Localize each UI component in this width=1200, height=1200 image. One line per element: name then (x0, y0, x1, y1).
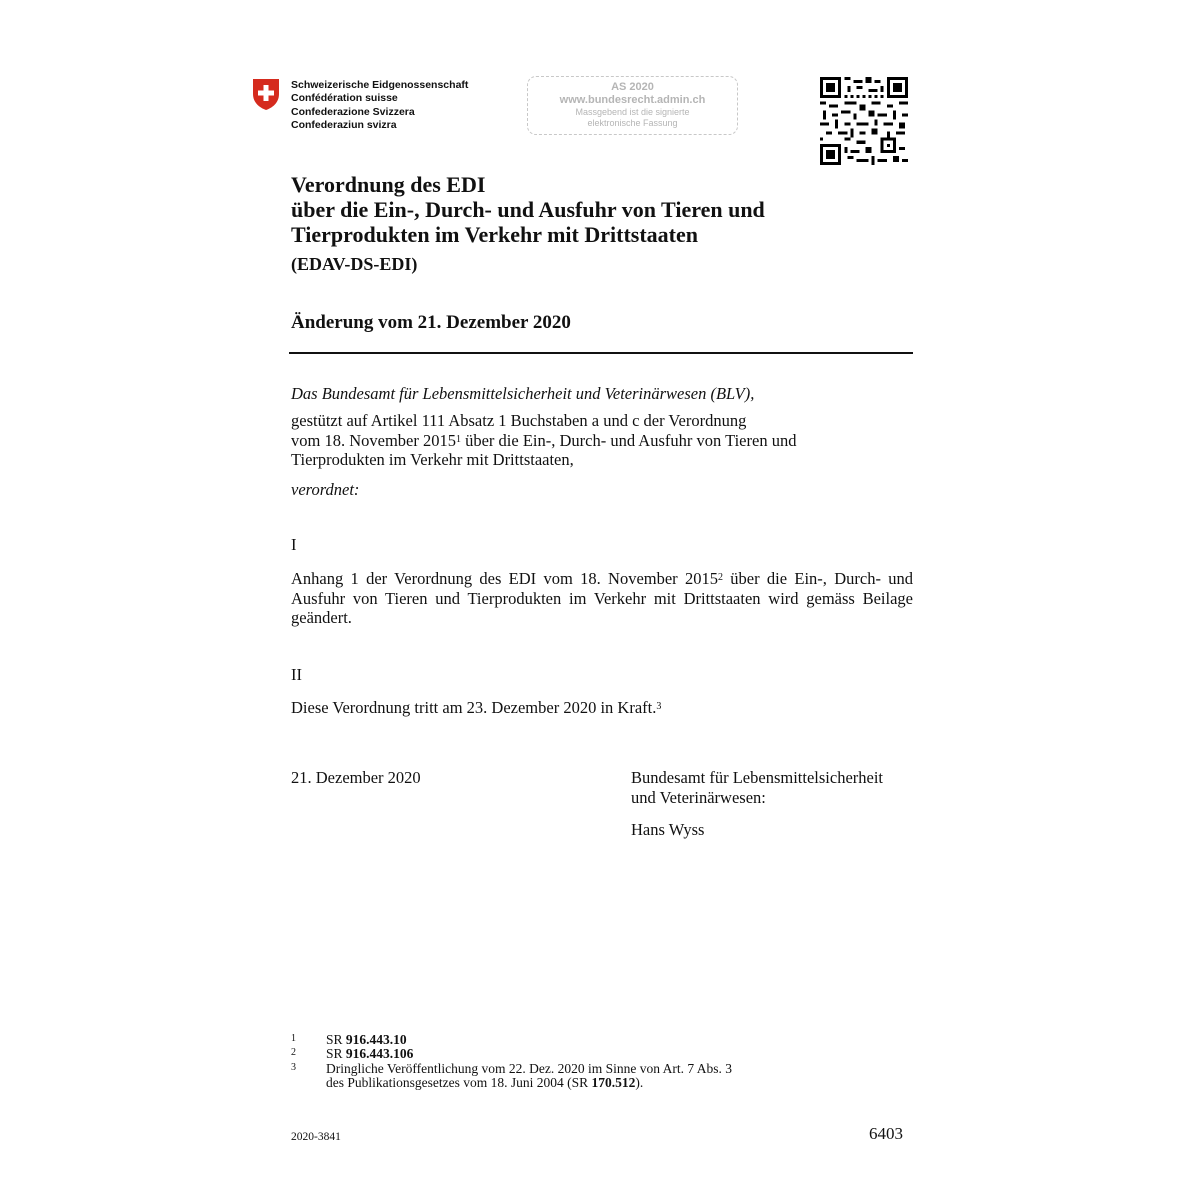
title-divider (289, 352, 913, 354)
legal-basis-line-2-end: über die Ein-, Durch- und Ausfuhr von Tieren und (460, 430, 797, 450)
footnote-3-line-2 (326, 1076, 732, 1090)
footnote-ref-1[interactable]: 1 (455, 433, 461, 445)
legal-basis-line-3: Tierprodukten im Verkehr mit Drittstaaten, (291, 450, 574, 469)
footnote-3-line-1: Dringliche Veröffentlichung vom 22. Dez. 2020 im Sinne von Art. 7 Abs. 3 (326, 1061, 732, 1076)
footnote-ref-3[interactable]: 3 (656, 701, 662, 712)
section-text-I (291, 569, 913, 628)
section-text-II (291, 698, 661, 718)
footnote-prefix: SR (326, 1046, 346, 1061)
signature-authority-line-1: Bundesamt für Lebensmittelsicherheit (631, 768, 884, 787)
official-stamp (527, 76, 738, 135)
confederation-name-fr: Confédération suisse (291, 92, 398, 105)
document-title (291, 172, 765, 247)
footnote-3-line-2-suffix: ). (635, 1074, 644, 1090)
confederation-name-it: Confederazione Svizzera (291, 105, 415, 118)
footnote-number: 2 (291, 1047, 296, 1058)
footnote-sr-link[interactable]: 916.443.106 (345, 1046, 414, 1061)
footnote-3 (291, 1062, 891, 1090)
section-I-text-end: über die Ein-, Durch- und Ausfuhr von Tieren und Tierprodukten im Verkehr mit Drittstaaten wird gemäss Beilage geändert. (291, 569, 913, 627)
title-line-1: Verordnung des EDI (291, 172, 486, 197)
title-abbreviation: (EDAV-DS-EDI) (291, 254, 418, 274)
confederation-name-de: Schweizerische Eidgenossenschaft (291, 79, 469, 91)
title-line-2: über die Ein-, Durch- und Ausfuhr von Tieren und (291, 197, 765, 222)
footnote-ref-2[interactable]: 2 (717, 572, 723, 583)
footnote-prefix: SR (326, 1032, 346, 1047)
stamp-note-line2: elektronische Fassung (587, 118, 678, 128)
preamble-verordnet: verordnet: (291, 480, 360, 499)
preamble-authority: Das Bundesamt für Lebensmittelsicherheit und Veterinärwesen (BLV), (291, 384, 755, 403)
preamble-legal-basis (291, 411, 891, 470)
footnote-sr-link[interactable]: 916.443.10 (345, 1032, 407, 1047)
footnote-2 (291, 1047, 891, 1061)
page-number: 6403 (869, 1124, 903, 1143)
footnote-text (326, 1062, 732, 1089)
footnote-number: 1 (291, 1033, 296, 1044)
footnote-text (326, 1047, 413, 1061)
section-heading-II: II (291, 665, 302, 684)
stamp-collection: AS 2020 (611, 81, 654, 93)
title-line-3: Tierprodukten im Verkehr mit Drittstaaten (291, 222, 698, 247)
section-II-text: Diese Verordnung tritt am 23. Dezember 2020 in Kraft. (291, 698, 657, 717)
footnote-number: 3 (291, 1062, 296, 1073)
legal-basis-line-2 (291, 431, 891, 451)
document-id: 2020-3841 (291, 1131, 341, 1143)
swiss-coat-of-arms-icon (252, 78, 280, 111)
amendment-date: Änderung vom 21. Dezember 2020 (291, 312, 571, 333)
footnote-1 (291, 1033, 891, 1047)
footnote-sr-link[interactable]: 170.512 (591, 1074, 636, 1090)
legal-basis-line-2-start: vom 18. November 2015 (291, 430, 456, 450)
stamp-url[interactable]: www.bundesrecht.admin.ch (559, 94, 706, 106)
signature-authority (631, 768, 921, 807)
confederation-name-rm: Confederaziun svizra (291, 119, 397, 132)
footnote-3-line-2-prefix: des Publikationsgesetzes vom 18. Juni 2004 (SR (326, 1074, 592, 1090)
qr-code-icon (820, 77, 908, 165)
footnote-text (326, 1033, 407, 1047)
signature-date: 21. Dezember 2020 (291, 768, 421, 787)
signatory-name: Hans Wyss (631, 820, 705, 839)
section-heading-I: I (291, 535, 297, 554)
signature-authority-line-2: und Veterinärwesen: (631, 787, 766, 807)
legal-basis-line-1: gestützt auf Artikel 111 Absatz 1 Buchstaben a und c der Verordnung (291, 411, 747, 430)
confederation-names (291, 79, 468, 133)
section-I-text-start: Anhang 1 der Verordnung des EDI vom 18. November 2015 (291, 569, 718, 588)
stamp-note-line1: Massgebend ist die signierte (575, 107, 690, 117)
